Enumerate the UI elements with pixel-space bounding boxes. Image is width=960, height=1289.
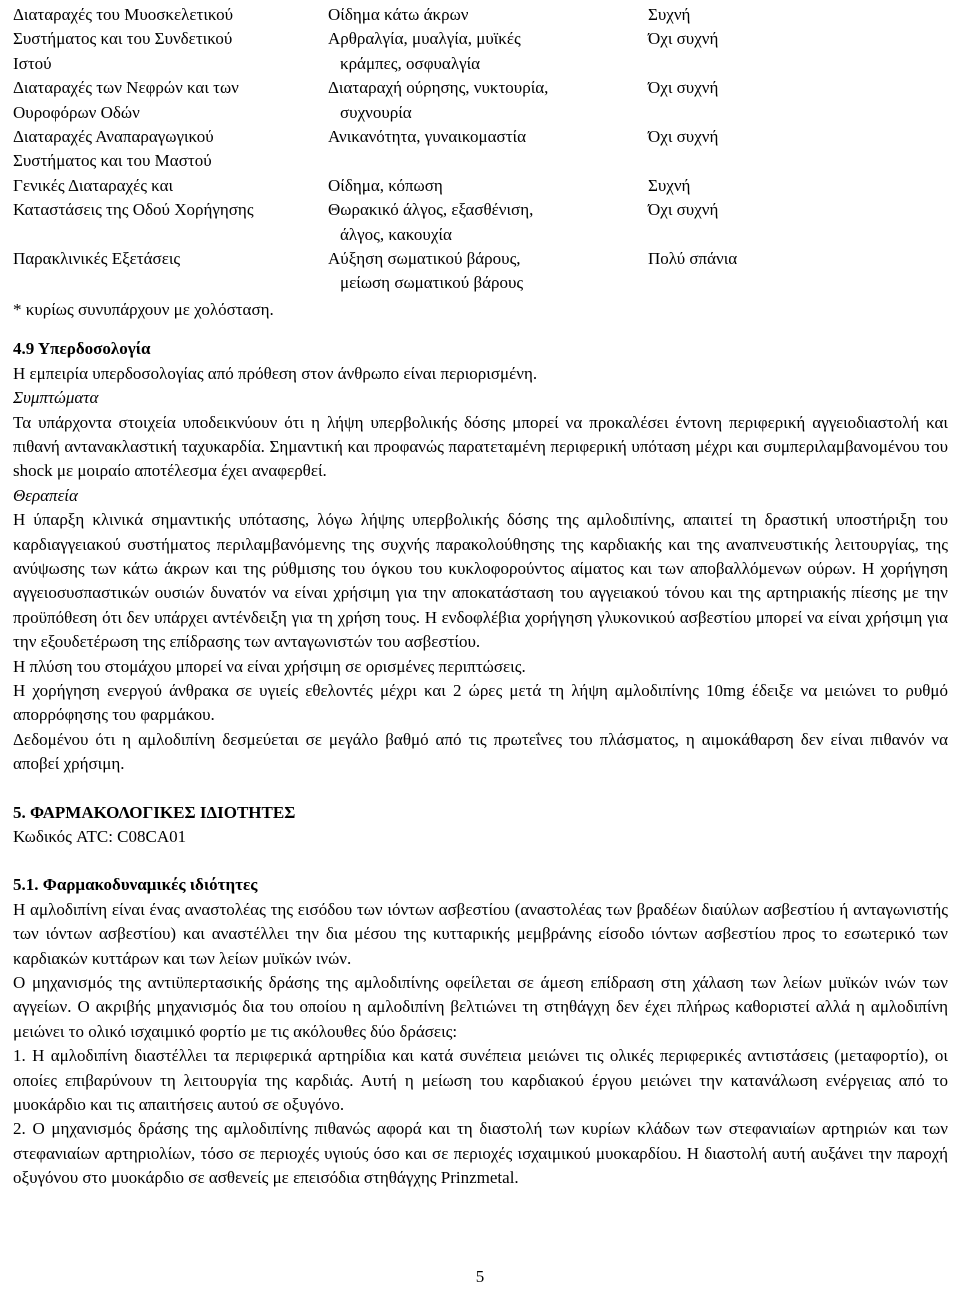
symptoms-heading: Συμπτώματα	[13, 388, 99, 408]
cell-line: Διαταραχές του Μυοσκελετικού	[13, 5, 234, 24]
cell-line: Θωρακικό άλγος, εξασθένιση,	[328, 200, 534, 220]
table-row	[13, 247, 948, 296]
page-number: 5	[475, 1267, 485, 1286]
organ-class-cell	[13, 247, 328, 296]
adverse-effects-table	[13, 3, 948, 296]
cell-line: Όχι συχνή	[648, 29, 719, 49]
cell-line: Παρακλινικές Εξετάσεις	[13, 249, 181, 269]
document-page	[13, 3, 948, 1191]
pharmacodynamic-paragraph-1: Η αμλοδιπίνη είναι ένας αναστολέας της εισόδου των ιόντων ασβεστίου (αναστολέας των βραδέων διαύλων ασβεστίου ή ανταγωνιστής των ιόντων ασβεστίου) και αναστέλλει την δια μέσου της κυτταρικής μεμβράνης είσοδο ιόντων ασβεστίου προς το εσωτερικό των καρδιακών κυττάρων και των λείων μυϊκών ινών.	[13, 899, 948, 968]
cell-line: Συστήματος και του Μαστού	[13, 151, 212, 171]
cell-line: Διαταραχές Αναπαραγωγικού	[13, 127, 214, 147]
adverse-effect-cell	[328, 174, 648, 247]
table-footnote: * κυρίως συνυπάρχουν με χολόσταση.	[13, 299, 274, 319]
cell-line: Οίδημα κάτω άκρων	[328, 5, 469, 24]
treatment-paragraph-1: Η ύπαρξη κλινικά σημαντικής υπότασης, λόγω λήψης υπερβολικής δόσης της αμλοδιπίνης, απαιτεί τη δραστική υποστήριξη του καρδιαγγειακού συστήματος περιλαμβανόμενης της συχνής παρακολούθησης της καρδιακής και της αναπνευστικής λειτουργίας, της ανύψωσης των κάτω άκρων και της ρύθμισης του όγκου του κυκλοφορούντος αίματος και των αποβαλλόμενων ούρων. Η χορήγηση αγγειοσυσπαστικών ουσιών δυνατόν να είναι χρήσιμη για την αποκατάσταση του αγγειακού τόνου και της αρτηριακής πίεσης με την προϋπόθεση ότι δεν υπάρχει αντένδειξη για τη χρήση τους. Η ενδοφλέβια χορήγηση γλυκονικού ασβεστίου μπορεί να είναι χρήσιμη για την εξουδετέρωση της επίδρασης των ανταγωνιστών του ασβεστίου.	[13, 510, 948, 652]
frequency-cell	[648, 174, 948, 247]
pharmacodynamic-paragraph-3: 1. Η αμλοδιπίνη διαστέλλει τα περιφερικά αρτηρίδια και κατά συνέπεια μειώνει τις ολικές περιφερικές αντιστάσεις (μεταφορτίο), οι οποίες επιβαρύνουν τη λειτουργία της καρδιάς. Αυτή η μείωση του καρδιακού έργου μειώνει την κατανάλωση ενέργειας από το μυοκάρδιο και τις απαιτήσεις αυτού σε οξυγόνο.	[13, 1046, 948, 1115]
treatment-paragraph-2: Η πλύση του στομάχου μπορεί να είναι χρήσιμη σε ορισμένες περιπτώσεις.	[13, 656, 526, 676]
treatment-paragraph-3: Η χορήγηση ενεργού άνθρακα σε υγιείς εθελοντές μέχρι και 2 ώρες μετά τη λήψη αμλοδιπίνης 10mg έδειξε να μειώνει το ρυθμό απορρόφησης του φαρμάκου.	[13, 680, 948, 725]
cell-line: Οίδημα, κόπωση	[328, 175, 443, 195]
table-row	[13, 174, 948, 247]
frequency-cell	[648, 247, 948, 296]
cell-line: συχνουρία	[340, 102, 412, 122]
cell-line: Όχι συχνή	[648, 200, 719, 220]
cell-line: Γενικές Διαταραχές και	[13, 175, 174, 195]
cell-line: κράμπες, οσφυαλγία	[340, 53, 481, 73]
frequency-cell	[648, 76, 948, 125]
treatment-heading: Θεραπεία	[13, 485, 78, 505]
table-row	[13, 3, 948, 76]
cell-line: Όχι συχνή	[648, 127, 719, 147]
cell-line: Διαταραχή ούρησης, νυκτουρία,	[328, 78, 549, 98]
cell-line: Αύξηση σωματικού βάρους,	[328, 249, 521, 269]
pharmacodynamic-paragraph-4: 2. Ο μηχανισμός δράσης της αμλοδιπίνης πιθανώς αφορά και τη διαστολή των κυρίων κλάδων των στεφανιαίων αρτηριών και των στεφανιαίων αρτηριολίων, τόσο σε περιοχές υγιούς όσο και σε περιοχές ισχαιμικού μυοκαρδίου. Η διαστολή αυτή αυξάνει την παροχή οξυγόνου στο μυοκάρδιο σε ασθενείς με επεισόδια στηθάγχης Prinzmetal.	[13, 1119, 948, 1188]
pharmacodynamic-paragraph-2: Ο μηχανισμός της αντιϋπερτασικής δράσης της αμλοδιπίνης οφείλεται σε άμεση επίδραση στη χάλαση των λείων μυϊκών ινών των αγγείων. Ο ακριβής μηχανισμός δια του οποίου η αμλοδιπίνη βελτιώνει τη στηθάγχη δεν έχει πλήρως καθοριστεί αλλά η αμλοδιπίνη μειώνει το ολικό ισχαιμικό φορτίο με τις ακόλουθες δύο δράσεις:	[13, 973, 948, 1041]
cell-line: Ιστού	[13, 53, 52, 73]
cell-line: Καταστάσεις της Οδού Χορήγησης	[13, 200, 254, 220]
organ-class-cell	[13, 125, 328, 174]
frequency-cell	[648, 125, 948, 174]
cell-line: Πολύ σπάνια	[648, 249, 738, 269]
treatment-paragraph-4: Δεδομένου ότι η αμλοδιπίνη δεσμεύεται σε μεγάλο βαθμό από τις πρωτεΐνες του πλάσματος, η αιμοκάθαρση δεν είναι πιθανόν να αποβεί χρήσιμη.	[13, 729, 948, 774]
organ-class-cell	[13, 76, 328, 125]
table-row	[13, 125, 948, 174]
symptoms-paragraph: Τα υπάρχοντα στοιχεία υποδεικνύουν ότι η λήψη υπερβολικής δόσης μπορεί να προκαλέσει έντονη περιφερική αγγειοδιαστολή και πιθανή αντανακλαστική ταχυκαρδία. Σημαντική και προφανώς παρατεταμένη περιφερική υπόταση μέχρι και συμπεριλαμβανομένου του shock με μοιραίο αποτέλεσμα έχει αναφερθεί.	[13, 412, 948, 481]
adverse-effect-cell	[328, 125, 648, 174]
cell-line: Όχι συχνή	[648, 78, 719, 98]
cell-line: Ουροφόρων Οδών	[13, 102, 140, 122]
atc-code: Κωδικός ATC: C08CA01	[13, 827, 187, 846]
cell-line: Αρθραλγία, μυαλγία, μυϊκές	[328, 29, 521, 49]
overdose-intro: Η εμπειρία υπερδοσολογίας από πρόθεση στον άνθρωπο είναι περιορισμένη.	[13, 363, 538, 383]
overdose-title: 4.9 Υπερδοσολογία	[13, 339, 151, 359]
cell-line: Συχνή	[648, 175, 691, 195]
frequency-cell	[648, 3, 948, 76]
cell-line: Ανικανότητα, γυναικομαστία	[328, 127, 527, 147]
organ-class-cell	[13, 174, 328, 247]
adverse-effect-cell	[328, 247, 648, 296]
cell-line: μείωση σωματικού βάρους	[340, 273, 524, 293]
pharmacological-title: 5. ΦΑΡΜΑΚΟΛΟΓΙΚΕΣ ΙΔΙΟΤΗΤΕΣ	[13, 802, 296, 822]
adverse-effect-cell	[328, 3, 648, 76]
adverse-effect-cell	[328, 76, 648, 125]
cell-line: Συστήματος και του Συνδετικού	[13, 29, 233, 49]
cell-line: άλγος, κακουχία	[340, 224, 452, 244]
table-row	[13, 76, 948, 125]
cell-line: Συχνή	[648, 5, 691, 24]
organ-class-cell	[13, 3, 328, 76]
cell-line: Διαταραχές των Νεφρών και των	[13, 78, 239, 98]
pharmacodynamic-title: 5.1. Φαρμακοδυναμικές ιδιότητες	[13, 875, 258, 895]
